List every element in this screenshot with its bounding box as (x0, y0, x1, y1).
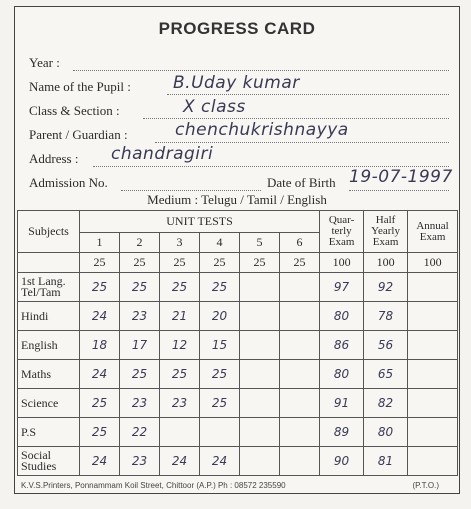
mark-cell: 25 (160, 273, 200, 302)
subject-row (18, 331, 458, 360)
max-marks-label-cell (18, 253, 80, 273)
mark-cell (408, 302, 458, 331)
unit-number: 6 (280, 233, 320, 253)
subject-name: Hindi (18, 302, 80, 331)
mark-cell (408, 418, 458, 447)
mark-cell (408, 360, 458, 389)
mark-cell: 25 (200, 360, 240, 389)
mark-cell: 80 (320, 360, 364, 389)
mark-cell: 25 (80, 418, 120, 447)
subject-name: Science (18, 389, 80, 418)
mark-cell (408, 389, 458, 418)
mark-cell (240, 389, 280, 418)
mark-cell (240, 418, 280, 447)
mark-cell (160, 418, 200, 447)
mark-rows (18, 273, 458, 476)
mark-cell: 80 (364, 418, 408, 447)
mark-cell (240, 273, 280, 302)
subject-name: Maths (18, 360, 80, 389)
mark-cell (408, 331, 458, 360)
mark-cell: 25 (120, 360, 160, 389)
mark-cell: 65 (364, 360, 408, 389)
mark-cell (280, 389, 320, 418)
year-label: Year : (29, 55, 60, 70)
mark-cell: 23 (120, 389, 160, 418)
mark-cell (408, 273, 458, 302)
dob-value: 19-07-1997 (349, 167, 453, 187)
subject-name: Social Studies (18, 447, 80, 476)
mark-cell (408, 447, 458, 476)
address-label: Address : (29, 151, 79, 166)
mark-cell: 24 (200, 447, 240, 476)
max-marks: 25 (120, 253, 160, 273)
mark-cell: 89 (320, 418, 364, 447)
mark-cell: 78 (364, 302, 408, 331)
card-title: PROGRESS CARD (158, 19, 316, 38)
mark-cell (240, 331, 280, 360)
year-line (73, 70, 449, 71)
pupil-name-value: B.Uday kumar (173, 73, 300, 93)
mark-cell: 86 (320, 331, 364, 360)
mark-cell: 25 (200, 389, 240, 418)
annual-header: Annual Exam (408, 211, 458, 253)
dob-label: Date of Birth (267, 175, 336, 190)
mark-cell (240, 360, 280, 389)
unit-number: 3 (160, 233, 200, 253)
subject-row (18, 418, 458, 447)
mark-cell (280, 273, 320, 302)
mark-cell: 24 (80, 360, 120, 389)
mark-cell: 97 (320, 273, 364, 302)
max-marks: 100 (364, 253, 408, 273)
subject-name: English (18, 331, 80, 360)
max-marks: 100 (408, 253, 458, 273)
subject-row (18, 273, 458, 302)
subject-row (18, 302, 458, 331)
progress-card (14, 6, 460, 494)
mark-cell: 15 (200, 331, 240, 360)
address-value: chandragiri (111, 144, 214, 164)
mark-cell (280, 447, 320, 476)
unit-number: 2 (120, 233, 160, 253)
marks-table (17, 210, 458, 476)
mark-cell: 56 (364, 331, 408, 360)
mark-cell: 80 (320, 302, 364, 331)
quarterly-header: Quar-terly Exam (320, 211, 364, 253)
mark-cell: 20 (200, 302, 240, 331)
mark-cell: 25 (120, 273, 160, 302)
subjects-header: Subjects (18, 211, 80, 253)
admission-label: Admission No. (29, 175, 108, 190)
subject-row (18, 360, 458, 389)
mark-cell: 24 (160, 447, 200, 476)
mark-cell: 21 (160, 302, 200, 331)
max-marks: 25 (280, 253, 320, 273)
mark-cell: 17 (120, 331, 160, 360)
mark-cell: 23 (120, 302, 160, 331)
mark-cell: 25 (80, 389, 120, 418)
class-label: Class & Section : (29, 103, 120, 118)
subject-name: P.S (18, 418, 80, 447)
mark-cell (280, 302, 320, 331)
admission-line (121, 190, 261, 191)
max-marks: 100 (320, 253, 364, 273)
subject-row (18, 389, 458, 418)
mark-cell: 91 (320, 389, 364, 418)
unit-number: 4 (200, 233, 240, 253)
mark-cell: 25 (160, 360, 200, 389)
name-line (167, 94, 449, 95)
dob-line (349, 190, 449, 191)
mark-cell: 82 (364, 389, 408, 418)
mark-cell (240, 447, 280, 476)
mark-cell: 25 (200, 273, 240, 302)
unit-tests-header: UNIT TESTS (80, 211, 320, 233)
mark-cell: 12 (160, 331, 200, 360)
class-value: X class (183, 97, 246, 117)
mark-cell: 24 (80, 447, 120, 476)
mark-cell (280, 360, 320, 389)
mark-cell (280, 331, 320, 360)
half-yearly-header: Half Yearly Exam (364, 211, 408, 253)
printer-text: K.V.S.Printers, Ponnammam Koil Street, Chittoor (A.P.) Ph : 08572 235590 (21, 481, 286, 490)
mark-cell: 25 (80, 273, 120, 302)
max-marks: 25 (80, 253, 120, 273)
mark-cell: 24 (80, 302, 120, 331)
parent-label: Parent / Guardian : (29, 127, 128, 142)
unit-number: 1 (80, 233, 120, 253)
pto-text: (P.T.O.) (412, 481, 439, 490)
mark-cell: 18 (80, 331, 120, 360)
max-marks: 25 (200, 253, 240, 273)
subject-name: 1st Lang. Tel/Tam (18, 273, 80, 302)
parent-value: chenchukrishnayya (175, 120, 349, 140)
max-marks: 25 (240, 253, 280, 273)
mark-cell (200, 418, 240, 447)
mark-cell: 23 (160, 389, 200, 418)
max-marks: 25 (160, 253, 200, 273)
medium-line: Medium : Telugu / Tamil / English (147, 192, 327, 207)
mark-cell: 92 (364, 273, 408, 302)
subject-row (18, 447, 458, 476)
name-label: Name of the Pupil : (29, 79, 131, 94)
mark-cell: 22 (120, 418, 160, 447)
mark-cell: 81 (364, 447, 408, 476)
mark-cell: 90 (320, 447, 364, 476)
class-line (143, 118, 449, 119)
mark-cell: 23 (120, 447, 160, 476)
mark-cell (240, 302, 280, 331)
mark-cell (280, 418, 320, 447)
printer-footer (21, 481, 453, 490)
parent-line (155, 142, 449, 143)
unit-number: 5 (240, 233, 280, 253)
